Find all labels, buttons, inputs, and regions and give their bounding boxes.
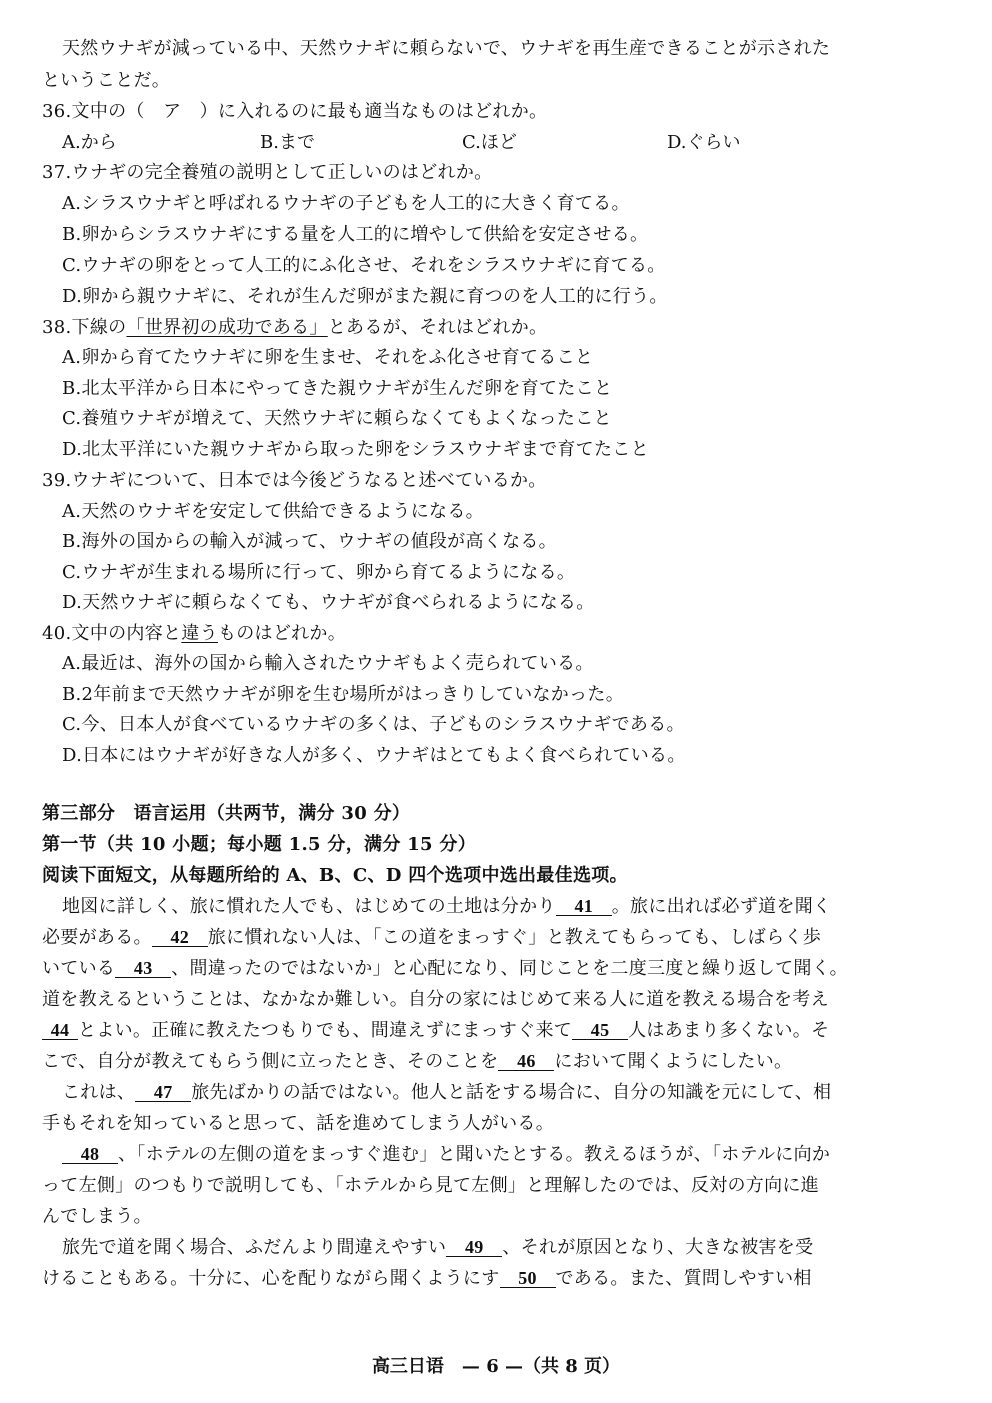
section1-instruction: 阅读下面短文，从每题所给的 A、B、C、D 四个选项中选出最佳选项。	[42, 865, 628, 886]
option-b: B.海外の国からの輸入が減って、ウナギの値段が高くなる。	[62, 531, 557, 552]
underlined-phrase: 「世界初の成功である」	[126, 317, 328, 338]
cloze-line: って左側」のつもりで説明しても、「ホテルから見て左側」と理解したのでは、反対の方向に進	[42, 1175, 819, 1196]
cloze-text: である。また、質問しやすい相	[555, 1268, 812, 1289]
option-c: C.今、日本人が食べているウナギの多くは、子どものシラスウナギである。	[62, 714, 685, 735]
cloze-text: 旅先ばかりの話ではない。他人と話をする場合に、自分の知識を元にして、相	[191, 1082, 832, 1103]
option-c: C.ウナギが生まれる場所に行って、卵から育てるようになる。	[62, 562, 576, 583]
passage-line: 天然ウナギが減っている中、天然ウナギに頼らないで、ウナギを再生産できることが示された	[62, 38, 831, 59]
blank-42: 42	[152, 928, 208, 947]
option-a: A.卵から育てたウナギに卵を生ませ、それをふ化させ育てること	[62, 347, 594, 368]
cloze-text: 、それが原因となり、大きな被害を受	[502, 1237, 814, 1258]
stem-text: 38.下線の	[42, 317, 127, 338]
option-b: B.北太平洋から日本にやってきた親ウナギが生んだ卵を育てたこと	[62, 378, 613, 399]
cloze-line	[42, 1051, 792, 1073]
blank-50: 50	[500, 1269, 556, 1288]
cloze-line	[42, 927, 821, 949]
cloze-line	[62, 1082, 831, 1104]
part3-heading: 第三部分 语言运用（共两节，满分 30 分）	[42, 803, 411, 824]
blank-47: 47	[135, 1083, 191, 1102]
question-40-stem	[42, 623, 346, 645]
option-d: D.北太平洋にいた親ウナギから取った卵をシラスウナギまで育てたこと	[62, 439, 649, 460]
blank-43: 43	[115, 959, 171, 978]
stem-text: とあるが、それはどれか。	[327, 317, 548, 338]
question-36-stem: 36.文中の（ ア ）に入れるのに最も適当なものはどれか。	[42, 101, 548, 122]
cloze-line: んでしまう。	[42, 1206, 152, 1227]
option-a: A.天然のウナギを安定して供給できるようになる。	[62, 501, 484, 522]
option-d: D.日本にはウナギが好きな人が多く、ウナギはとてもよく食べられている。	[62, 745, 686, 766]
cloze-line	[42, 1268, 812, 1290]
option-c: C.養殖ウナギが増えて、天然ウナギに頼らなくてもよくなったこと	[62, 408, 612, 429]
blank-44: 44	[42, 1021, 78, 1040]
stem-text: 40.文中の内容と	[42, 623, 182, 644]
option-b: B.まで	[260, 132, 315, 153]
cloze-text: 人はあまり多くない。そ	[628, 1020, 830, 1041]
section1-heading: 第一节（共 10 小题；每小题 1.5 分，满分 15 分）	[42, 834, 477, 855]
cloze-line	[42, 1020, 829, 1042]
blank-46: 46	[498, 1052, 554, 1071]
cloze-line	[62, 896, 831, 918]
cloze-text: 旅先で道を聞く場合、ふだんより間違えやすい	[62, 1237, 447, 1258]
question-38-stem	[42, 317, 547, 339]
cloze-text: 地図に詳しく、旅に慣れた人でも、はじめての土地は分かり	[62, 896, 556, 917]
option-a: A.シラスウナギと呼ばれるウナギの子どもを人工的に大きく育てる。	[62, 193, 630, 214]
question-36-options	[62, 132, 962, 154]
page-footer: 高三日语 — 6 —（共 8 页）	[371, 1356, 621, 1377]
option-b: B.2年前まで天然ウナギが卵を生む場所がはっきりしていなかった。	[62, 684, 624, 705]
option-c: C.ほど	[462, 132, 517, 153]
cloze-text: 、「ホテルの左側の道をまっすぐ進む」と聞いたとする。教えるほうが、「ホテルに向か	[118, 1144, 831, 1165]
cloze-line	[62, 1144, 830, 1166]
option-c: C.ウナギの卵をとって人工的にふ化させ、それをシラスウナギに育てる。	[62, 255, 666, 276]
blank-49: 49	[446, 1238, 502, 1257]
question-37-stem: 37.ウナギの完全養殖の説明として正しいのはどれか。	[42, 162, 493, 183]
cloze-text: けることもある。十分に、心を配りながら聞くようにす	[42, 1268, 500, 1289]
cloze-line	[42, 958, 848, 980]
blank-41: 41	[556, 897, 612, 916]
option-d: D.卵から親ウナギに、それが生んだ卵がまた親に育つのを人工的に行う。	[62, 286, 668, 307]
blank-45: 45	[572, 1021, 628, 1040]
cloze-line	[62, 1237, 813, 1259]
question-39-stem: 39.ウナギについて、日本では今後どうなると述べているか。	[42, 470, 547, 491]
passage-line: ということだ。	[42, 70, 171, 91]
cloze-text: において聞くようにしたい。	[554, 1051, 793, 1072]
cloze-text: こで、自分が教えてもらう側に立ったとき、そのことを	[42, 1051, 499, 1072]
option-a: A.から	[62, 132, 117, 153]
option-d: D.天然ウナギに頼らなくても、ウナギが食べられるようになる。	[62, 592, 595, 613]
cloze-text: とよい。正確に教えたつもりでも、間違えずにまっすぐ来て	[78, 1020, 573, 1041]
option-a: A.最近は、海外の国から輸入されたウナギもよく売られている。	[62, 653, 594, 674]
option-b: B.卵からシラスウナギにする量を人工的に増やして供給を安定させる。	[62, 224, 649, 245]
cloze-text: 旅に慣れない人は、「この道をまっすぐ」と教えてもらっても、しばらく歩	[207, 927, 822, 948]
cloze-line: 道を教えるということは、なかなか難しい。自分の家にはじめて来る人に道を教える場合を考え	[42, 989, 829, 1010]
option-d: D.ぐらい	[667, 132, 741, 153]
cloze-text: 、間違ったのではないか」と心配になり、同じことを二度三度と繰り返して聞く。	[171, 958, 848, 979]
cloze-text: これは、	[62, 1082, 136, 1103]
cloze-text: 必要がある。	[42, 927, 152, 948]
blank-48: 48	[62, 1145, 118, 1164]
underlined-phrase: 違う	[181, 623, 218, 644]
cloze-line: 手もそれを知っていると思って、話を進めてしまう人がいる。	[42, 1113, 555, 1134]
stem-text: ものはどれか。	[217, 623, 347, 644]
cloze-text: いている	[42, 958, 116, 979]
cloze-text: 。旅に出れば必ず道を聞く	[611, 896, 832, 917]
